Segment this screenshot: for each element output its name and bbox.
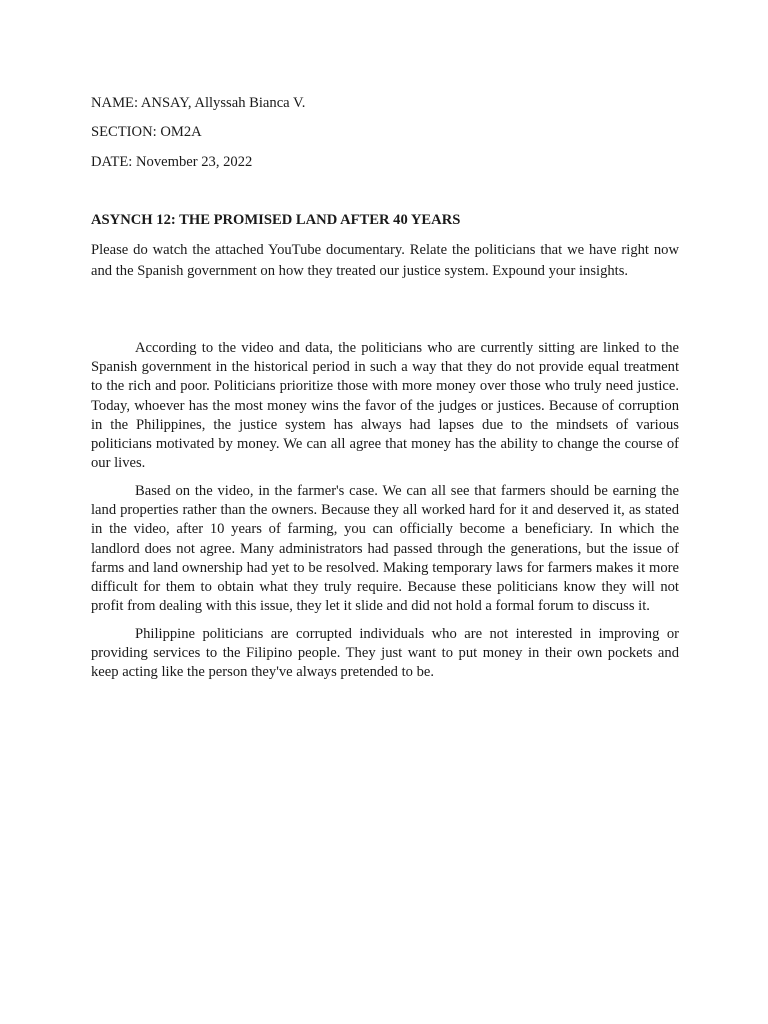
student-name: NAME: ANSAY, Allyssah Bianca V.	[91, 95, 306, 111]
assignment-title: ASYNCH 12: THE PROMISED LAND AFTER 40 YEARS	[91, 212, 461, 228]
essay-paragraph: Based on the video, in the farmer's case. We can all see that farmers should be earning the land properties rather than the owners. Because they all worked hard for it and deserved it, as stated in the video, after 10 years of farming, you can officially become a beneficiary. In which the landlord does not agree. Many administrators had passed through the generations, but the issue of farms and land ownership had yet to be resolved. Making temporary laws for farmers makes it more difficult for them to obtain what they truly require. Because these politicians know they will not profit from dealing with this issue, they let it slide and did not hold a formal forum to discuss it.	[91, 482, 679, 615]
essay-paragraph: According to the video and data, the politicians who are currently sitting are linked to the Spanish government in the historical period in such a way that they do not provide equal treatment to the rich and poor. Politicians prioritize those with more money over those who truly need justice. Today, whoever has the most money wins the favor of the judges or justices. Because of corruption in the Philippines, the justice system has always had lapses due to the mindsets of various politicians motivated by money. We can all agree that money has the ability to change the course of our lives.	[91, 340, 679, 472]
essay-body	[91, 339, 679, 691]
assignment-prompt: Please do watch the attached YouTube documentary. Relate the politicians that we have right now and the Spanish government on how they treated our justice system. Expound your insights.	[91, 242, 679, 279]
submission-date: DATE: November 23, 2022	[91, 154, 253, 170]
student-section: SECTION: OM2A	[91, 124, 202, 140]
essay-paragraph: Philippine politicians are corrupted individuals who are not interested in improving or providing services to the Filipino people. They just want to put money in their own pockets and keep acting like the person they've always pretended to be.	[91, 625, 679, 681]
